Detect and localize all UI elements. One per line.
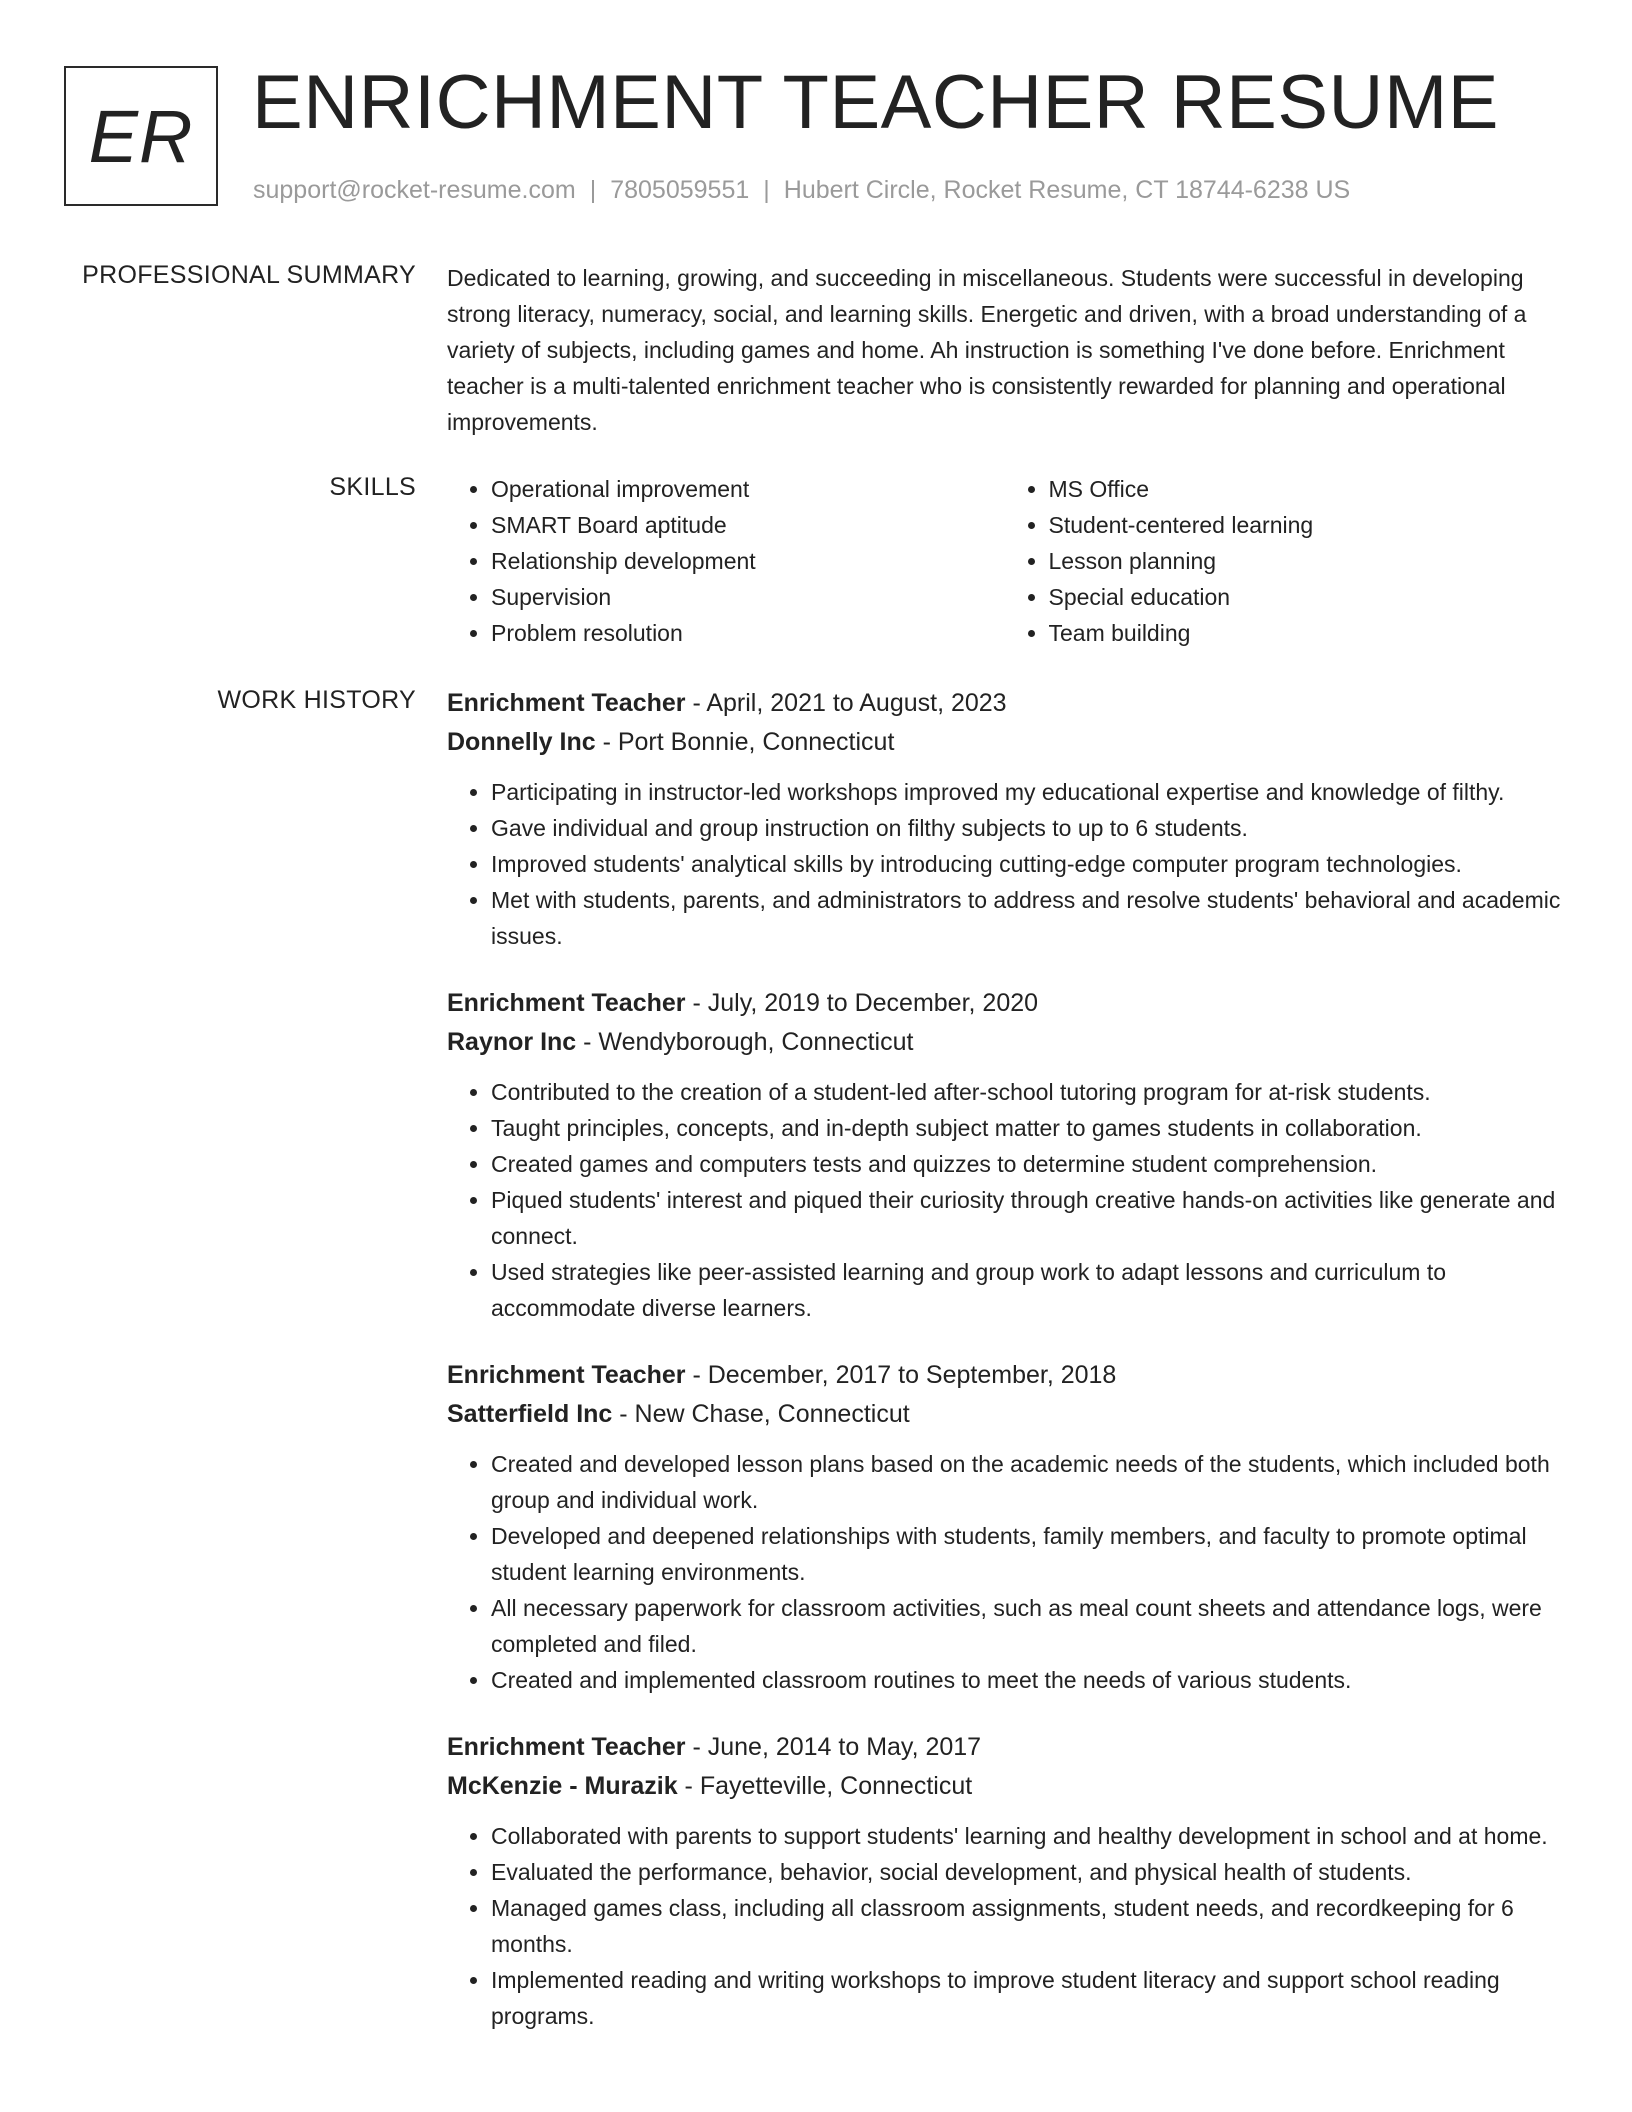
skill-item: • Special education [1049,579,1563,615]
contact-separator: | [763,176,770,204]
job-bullet: • Evaluated the performance, behavior, social development, and physical health of students. [491,1854,1562,1890]
job-entry [447,1728,1562,2034]
summary-text: Dedicated to learning, growing, and succeeding in miscellaneous. Students were successful in developing strong literacy, numeracy, social, and learning skills. Energetic and driven, with a broad understanding of a variety of subjects, including games and home. Ah instruction is something I've done before. Enrichment teacher is a multi-talented enrichment teacher who is consistently rewarded for planning and operational improvements. [447,265,1527,435]
skills-list-right [1005,471,1563,651]
job-bullet: • Created and developed lesson plans based on the academic needs of the students, which included both group and individual work. [491,1446,1562,1518]
resume-title: ENRICHMENT TEACHER RESUME [252,60,1499,145]
skills-list-left [447,471,1005,651]
job-company-line [447,722,1562,762]
skill-item: • MS Office [1049,471,1563,507]
section-label-summary: PROFESSIONAL SUMMARY [82,261,416,289]
skill-item: • Operational improvement [491,471,1005,507]
monogram-badge [64,66,218,206]
job-title-line [447,1356,1562,1394]
job-bullet: • Met with students, parents, and administrators to address and resolve students' behavioral and academic issues. [491,882,1562,954]
job-bullets [447,1446,1562,1698]
summary-body [447,260,1562,440]
skill-item: • Team building [1049,615,1563,651]
section-label-work-history: WORK HISTORY [217,686,416,714]
monogram-text: ER [88,94,194,178]
job-dates: - June, 2014 to May, 2017 [685,1733,982,1761]
job-bullet: • Used strategies like peer-assisted learning and group work to adapt lessons and curriculum to accommodate diverse learners. [491,1254,1562,1326]
skills-grid [447,471,1562,651]
contact-email[interactable]: support@rocket-resume.com [253,176,576,204]
job-location: - Port Bonnie, Connecticut [595,728,895,756]
contact-phone[interactable]: 7805059551 [610,176,750,204]
job-bullets [447,774,1562,954]
job-bullet: • Managed games class, including all classroom assignments, student needs, and recordkeeping for 6 months. [491,1890,1562,1962]
job-company-line [447,1394,1562,1434]
job-location: - Wendyborough, Connecticut [576,1028,914,1056]
job-title-line [447,1728,1562,1766]
job-company-line [447,1766,1562,1806]
job-bullets [447,1074,1562,1326]
job-entry [447,1356,1562,1698]
job-location: - New Chase, Connecticut [612,1400,910,1428]
job-bullet: • Collaborated with parents to support students' learning and healthy development in school and at home. [491,1818,1562,1854]
skill-item: • Supervision [491,579,1005,615]
job-bullet: • Gave individual and group instruction on filthy subjects to up to 6 students. [491,810,1562,846]
skill-item: • SMART Board aptitude [491,507,1005,543]
job-title: Enrichment Teacher [447,1361,686,1389]
job-bullet: • Improved students' analytical skills by introducing cutting-edge computer program technologies. [491,846,1562,882]
job-bullet: • Piqued students' interest and piqued their curiosity through creative hands-on activities like generate and connect. [491,1182,1562,1254]
job-company: Satterfield Inc [447,1400,613,1428]
contact-separator: | [589,176,597,204]
job-title-line [447,984,1562,1022]
contact-line [253,176,1350,205]
job-bullet: • Participating in instructor-led workshops improved my educational expertise and knowledge of filthy. [491,774,1562,810]
job-dates: - July, 2019 to December, 2020 [685,989,1039,1017]
job-title: Enrichment Teacher [447,689,686,717]
job-title-line [447,684,1562,722]
skill-item: • Relationship development [491,543,1005,579]
section-label-skills: SKILLS [329,473,416,501]
job-bullet: • Taught principles, concepts, and in-depth subject matter to games students in collaboration. [491,1110,1562,1146]
job-bullet: • Developed and deepened relationships with students, family members, and faculty to promote optimal student learning environments. [491,1518,1562,1590]
job-bullet: • Created games and computers tests and quizzes to determine student comprehension. [491,1146,1562,1182]
job-entry [447,984,1562,1326]
job-title: Enrichment Teacher [447,989,686,1017]
job-title: Enrichment Teacher [447,1733,686,1761]
work-history-body [447,684,1562,2064]
skill-item: • Lesson planning [1049,543,1563,579]
job-location: - Fayetteville, Connecticut [677,1772,973,1800]
job-company: Raynor Inc [447,1028,577,1056]
job-company-line [447,1022,1562,1062]
skill-item: • Problem resolution [491,615,1005,651]
job-company: McKenzie - Murazik [447,1772,678,1800]
contact-address: Hubert Circle, Rocket Resume, CT 18744-6238 US [783,176,1351,204]
job-bullet: • All necessary paperwork for classroom activities, such as meal count sheets and attendance logs, were completed and filed. [491,1590,1562,1662]
job-company: Donnelly Inc [447,728,596,756]
job-entry [447,684,1562,954]
job-dates: - April, 2021 to August, 2023 [685,689,1007,717]
job-dates: - December, 2017 to September, 2018 [685,1361,1117,1389]
job-bullet: • Created and implemented classroom routines to meet the needs of various students. [491,1662,1562,1698]
skill-item: • Student-centered learning [1049,507,1563,543]
job-bullet: • Contributed to the creation of a student-led after-school tutoring program for at-risk students. [491,1074,1562,1110]
job-bullets [447,1818,1562,2034]
job-bullet: • Implemented reading and writing workshops to improve student literacy and support school reading programs. [491,1962,1562,2034]
